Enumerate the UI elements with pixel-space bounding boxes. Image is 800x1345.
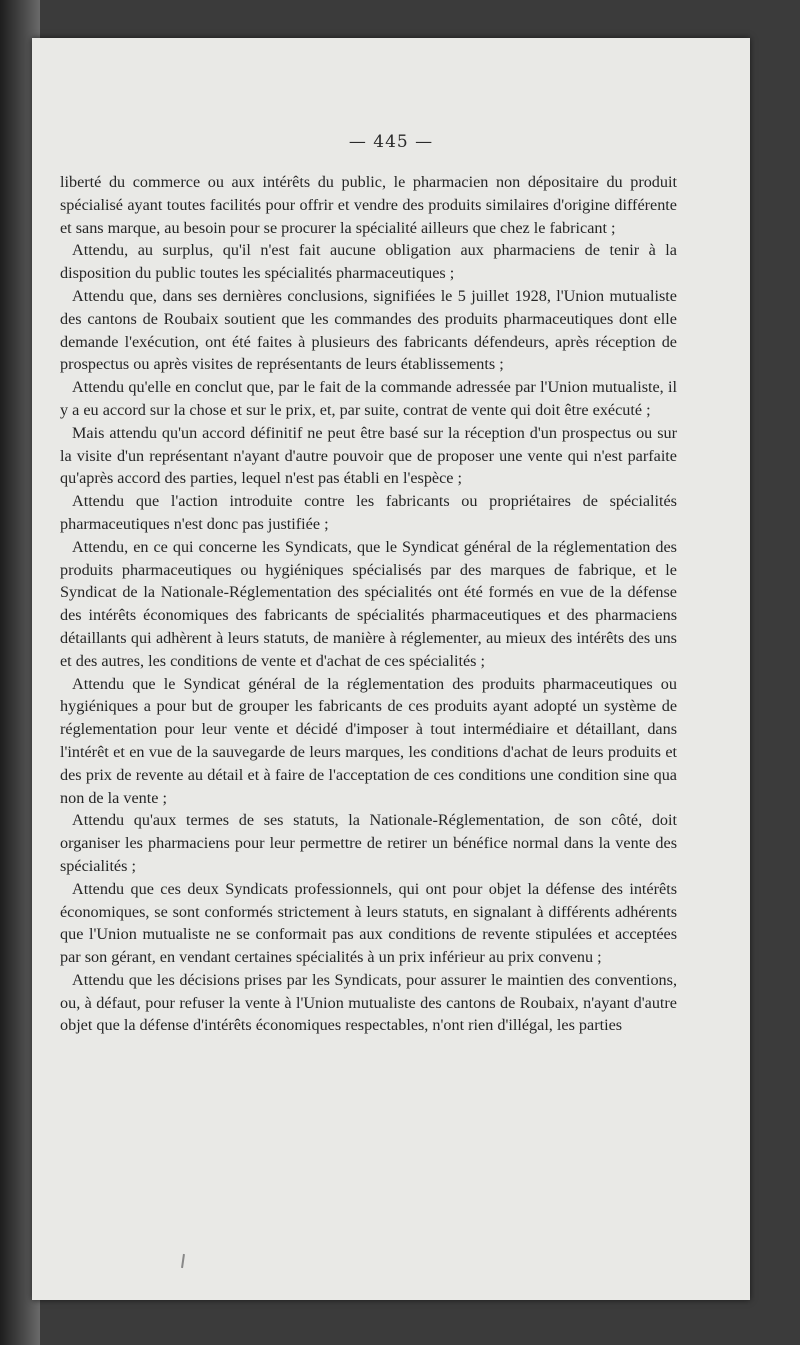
- page-number: — 445 —: [348, 132, 434, 152]
- document-page: [32, 38, 750, 1300]
- paragraph: Attendu que l'action introduite contre les fabricants ou propriétaires de spécialités pharmaceutiques n'est donc pas justifiée ;: [60, 492, 677, 533]
- paragraph: Attendu que les décisions prises par les Syndicats, pour assurer le maintien des conventions, ou, à défaut, pour refuser la vente à l'Union mutualiste des cantons de Roubaix, n'ayant d'autre objet que la défense d'intérêts économiques respectables, n'ont rien d'illégal, les parties: [60, 970, 677, 1035]
- paragraph: Attendu que le Syndicat général de la réglementation des produits pharmaceutiques ou hygiéniques a pour but de grouper les fabricants de ces produits ayant adopté un système de réglementation pour leur vente et décidé d'imposer à tout intermédiaire et détaillant, dans l'intérêt et en vue de la sauvegarde de leurs marques, les conditions d'achat de leurs produits et des prix de revente au détail et à faire de l'acceptation de ces conditions une condition sine qua non de la vente ;: [60, 674, 677, 807]
- paragraph: Attendu que ces deux Syndicats professionnels, qui ont pour objet la défense des intérêts économiques, se sont conformés strictement à leurs statuts, en signalant à différents adhérents que l'Union mutualiste ne se conformait pas aux conditions de revente stipulées et acceptées par son gérant, en vendant certaines spécialités à un prix inférieur au prix convenu ;: [60, 879, 677, 967]
- paragraph: Mais attendu qu'un accord définitif ne peut être basé sur la réception d'un prospectus ou sur la visite d'un représentant n'ayant d'autre pouvoir que de proposer une vente qui n'est parfaite qu'après accord des parties, lequel n'est pas établi en l'espèce ;: [60, 423, 677, 488]
- pencil-mark: [181, 1254, 185, 1268]
- body-text: [60, 171, 677, 1037]
- paragraph: liberté du commerce ou aux intérêts du public, le pharmacien non dépositaire du produit spécialisé ayant toutes facilités pour offrir et vendre des produits similaires d'origine différente et sans marque, au besoin pour se procurer la spécialité ailleurs que chez le fabricant ;: [60, 173, 677, 237]
- paragraph: Attendu qu'elle en conclut que, par le fait de la commande adressée par l'Union mutualiste, il y a eu accord sur la chose et sur le prix, et, par suite, contrat de vente qui doit être exécuté ;: [60, 378, 677, 419]
- paragraph: Attendu, en ce qui concerne les Syndicats, que le Syndicat général de la réglementation des produits pharmaceutiques ou hygiéniques spécialisés par des marques de fabrique, et le Syndicat de la Nationale-Réglementation des spécialités ont été formés en vue de la défense des intérêts économiques des fabricants de spécialités pharmaceutiques et des pharmaciens détaillants qui adhèrent à leurs statuts, de manière à réglementer, au mieux des intérêts des uns et des autres, les conditions de vente et d'achat de ces spécialités ;: [60, 537, 677, 670]
- paragraph: Attendu, au surplus, qu'il n'est fait aucune obligation aux pharmaciens de tenir à la disposition du public toutes les spécialités pharmaceutiques ;: [60, 241, 677, 283]
- paragraph: Attendu que, dans ses dernières conclusions, signifiées le 5 juillet 1928, l'Union mutualiste des cantons de Roubaix soutient que les commandes des produits pharmaceutiques dont elle demande l'exécution, ont été faites à plusieurs des fabricants défendeurs, après réception de prospectus ou après visites de représentants de leurs établissements ;: [60, 286, 677, 374]
- paragraph: Attendu qu'aux termes de ses statuts, la Nationale-Réglementation, de son côté, doit organiser les pharmaciens pour leur permettre de retirer un bénéfice normal dans la vente des spécialités ;: [60, 811, 677, 875]
